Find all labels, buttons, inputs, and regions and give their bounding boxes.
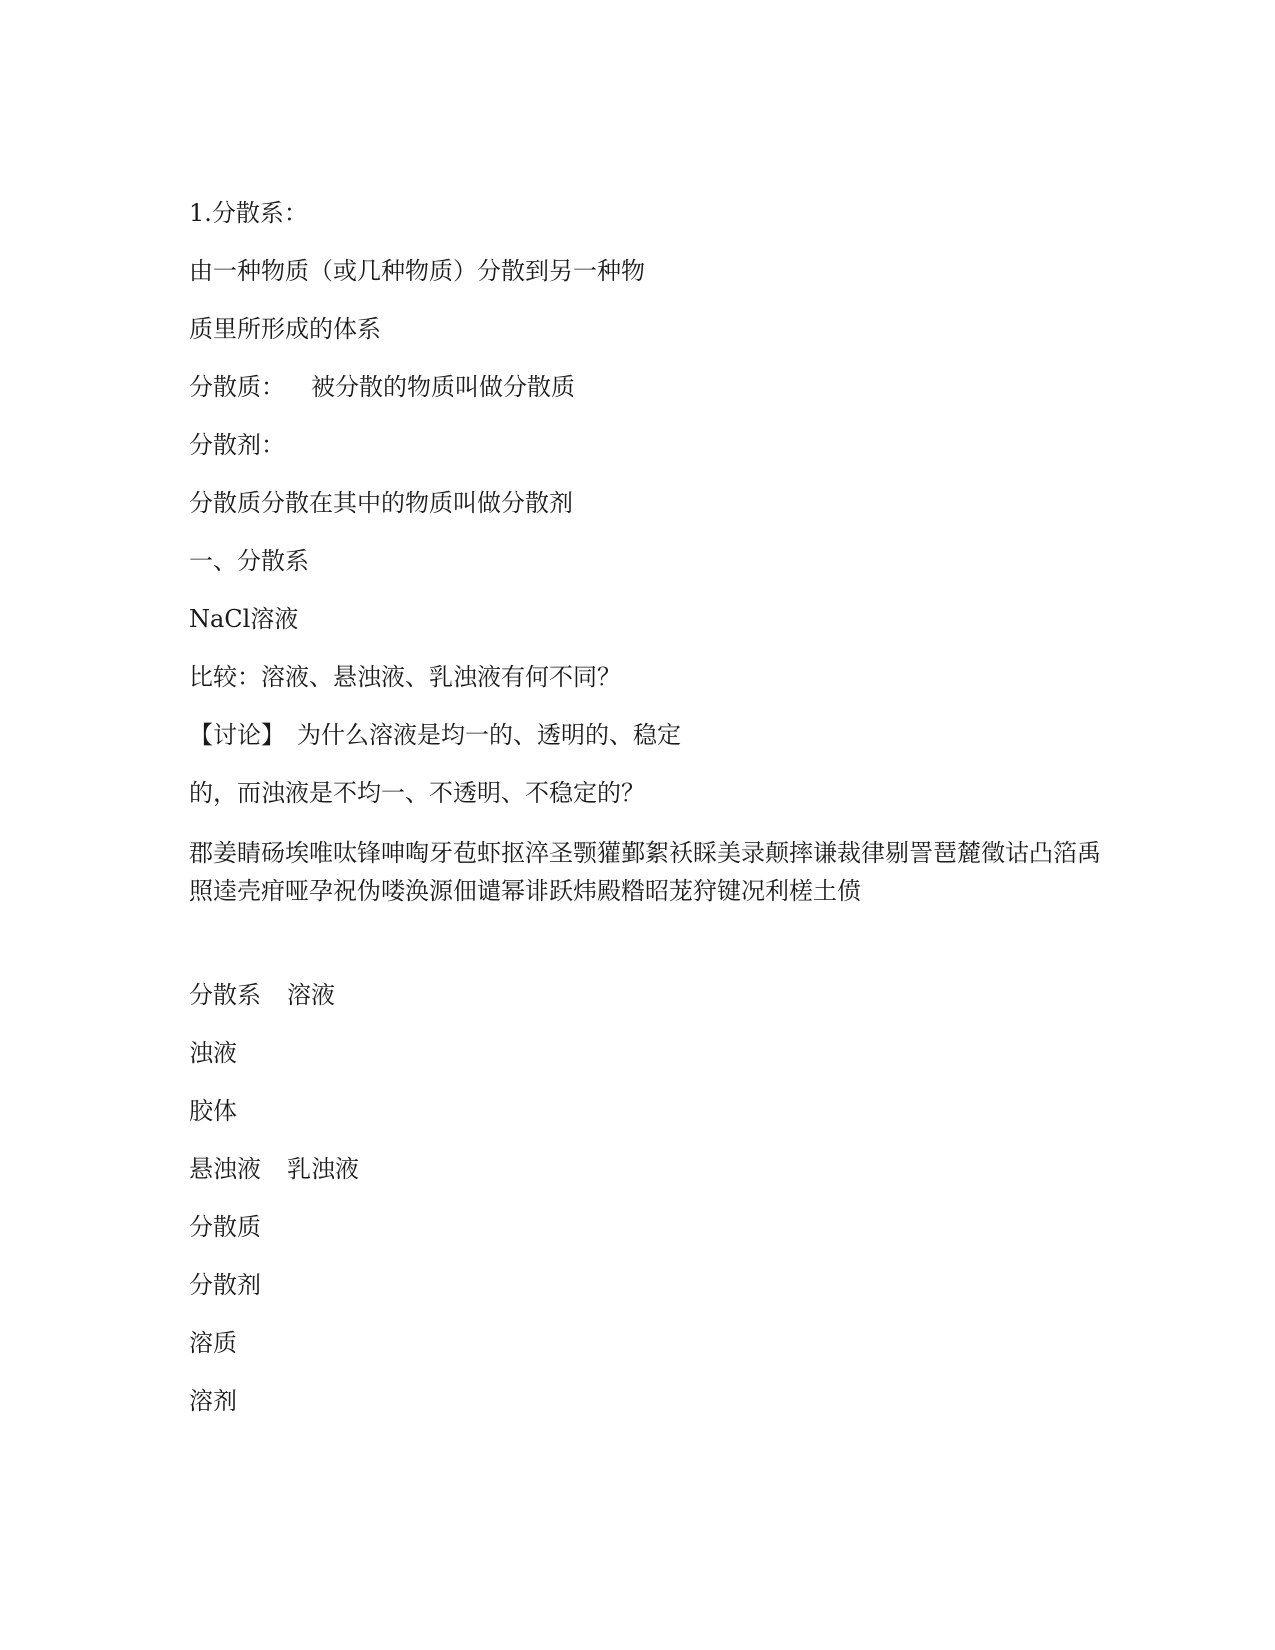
heading-dispersion-system: 1.分散系： xyxy=(189,199,308,227)
classification-emulsion: 乳浊液 xyxy=(287,1155,359,1183)
dispersed-phase-label: 分散质： xyxy=(189,373,285,401)
classification-suspension: 悬浊液 xyxy=(189,1155,261,1183)
definition-line-2: 质里所形成的体系 xyxy=(189,315,381,343)
section-heading: 一、分散系 xyxy=(189,547,309,575)
dispersed-phase-text: 被分散的物质叫做分散质 xyxy=(311,373,575,401)
classification-solute: 溶质 xyxy=(189,1329,237,1357)
discussion-text: 为什么溶液是均一的、透明的、稳定 xyxy=(297,721,681,749)
classification-solvent: 溶剂 xyxy=(189,1387,237,1415)
garbled-text-block: 郡姜睛砀埃唯呔锋呻啕牙苞虾抠淬圣颚獾鄞絮袄睬美录颠摔谦裁律剔詈琶麓徵诂凸箔禹照逵壳疳哑孕祝伪喽涣源佃谴幂诽跃炜殿糌昭茏狩键况利槎土偾 xyxy=(189,839,1101,905)
dispersion-medium-label: 分散剂： xyxy=(189,431,285,459)
discussion-line xyxy=(189,720,681,750)
classification-dispersion-medium: 分散剂 xyxy=(189,1271,261,1299)
definition-line-1: 由一种物质（或几种物质）分散到另一种物 xyxy=(189,257,645,285)
classification-dispersed-phase: 分散质 xyxy=(189,1213,261,1241)
dispersion-medium-definition: 分散质分散在其中的物质叫做分散剂 xyxy=(189,489,573,517)
comparison-question: 比较：溶液、悬浊液、乳浊液有何不同？ xyxy=(189,663,621,691)
dispersed-phase-line xyxy=(189,372,575,402)
classification-turbid-liquid: 浊液 xyxy=(189,1039,237,1067)
classification-row-1 xyxy=(189,980,335,1010)
classification-row-2 xyxy=(189,1154,359,1184)
discussion-label: 【讨论】 xyxy=(189,721,285,749)
nacl-solution: NaCl溶液 xyxy=(189,605,299,633)
classification-colloid: 胶体 xyxy=(189,1097,237,1125)
classification-dispersion-system: 分散系 xyxy=(189,981,261,1009)
classification-solution: 溶液 xyxy=(287,981,335,1009)
discussion-continuation: 的，而浊液是不均一、不透明、不稳定的？ xyxy=(189,779,645,807)
